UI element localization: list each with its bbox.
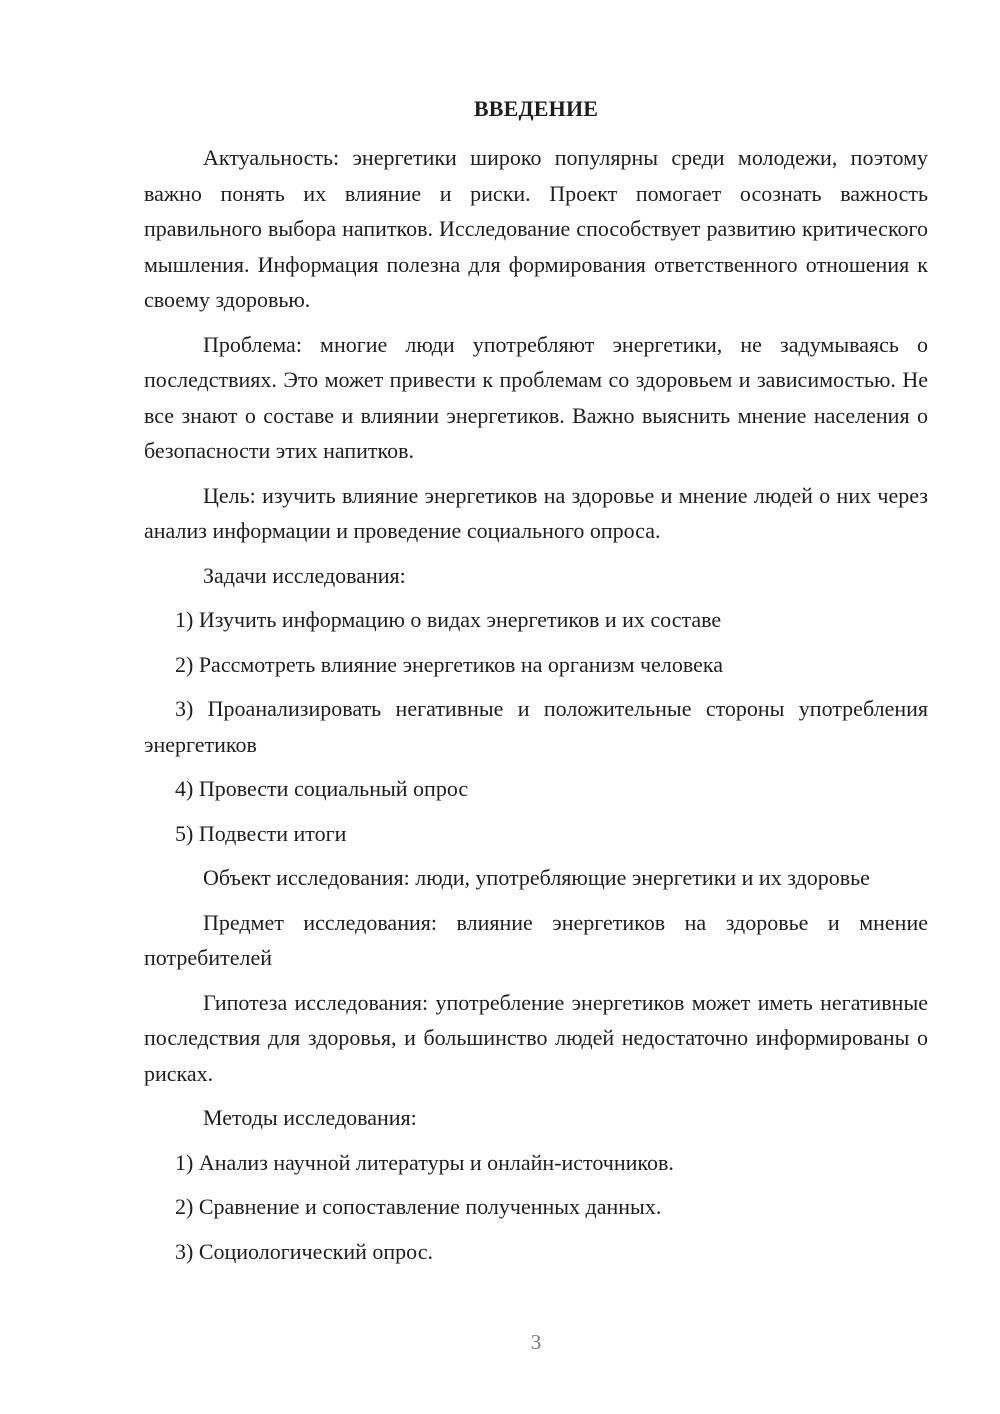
task-item-4: 4) Провести социальный опрос: [175, 776, 469, 801]
section-heading: ВВЕДЕНИЕ: [473, 96, 599, 121]
goal-paragraph: Цель: изучить влияние энергетиков на здоровье и мнение людей о них через анализ информации и проведение социального опроса.: [144, 482, 928, 543]
methods-title: Методы исследования:: [203, 1105, 417, 1130]
problem-paragraph: Проблема: многие люди употребляют энергетики, не задумываясь о последствиях. Это может привести к проблемам со здоровьем и зависимостью. Не все знают о составе и влиянии энергетиков. Важно выяснить мнение населения о безопасности этих напитков.: [144, 331, 928, 463]
task-item-5: 5) Подвести итоги: [175, 820, 347, 846]
page-number: 3: [530, 1330, 542, 1354]
hypothesis-paragraph: Гипотеза исследования: употребление энергетиков может иметь негативные последствия для здоровья, и большинство людей недостаточно информированы о рисках.: [144, 989, 928, 1086]
relevance-paragraph: Актуальность: энергетики широко популярны среди молодежи, поэтому важно понять их влияние и риски. Проект помогает осознать важность правильного выбора напитков. Исследование способствует развитию критического мышления. Информация полезна для формирования ответственного отношения к своему здоровью.: [144, 145, 928, 312]
document-body: [144, 140, 928, 1278]
task-item-2: 2) Рассмотреть влияние энергетиков на организм человека: [175, 651, 724, 677]
method-item-3: 3) Социологический опрос.: [175, 1238, 433, 1264]
task-item-3: 3) Проанализировать негативные и положительные стороны употребления энергетиков: [144, 696, 928, 757]
research-object-paragraph: Объект исследования: люди, употребляющие энергетики и их здоровье: [203, 865, 870, 890]
research-subject-paragraph: Предмет исследования: влияние энергетиков на здоровье и мнение потребителей: [144, 909, 928, 970]
method-item-1: 1) Анализ научной литературы и онлайн-источников.: [175, 1149, 674, 1175]
method-item-2: 2) Сравнение и сопоставление полученных данных.: [175, 1194, 662, 1219]
tasks-title: Задачи исследования:: [203, 562, 406, 588]
task-item-1: 1) Изучить информацию о видах энергетиков и их составе: [175, 607, 722, 632]
